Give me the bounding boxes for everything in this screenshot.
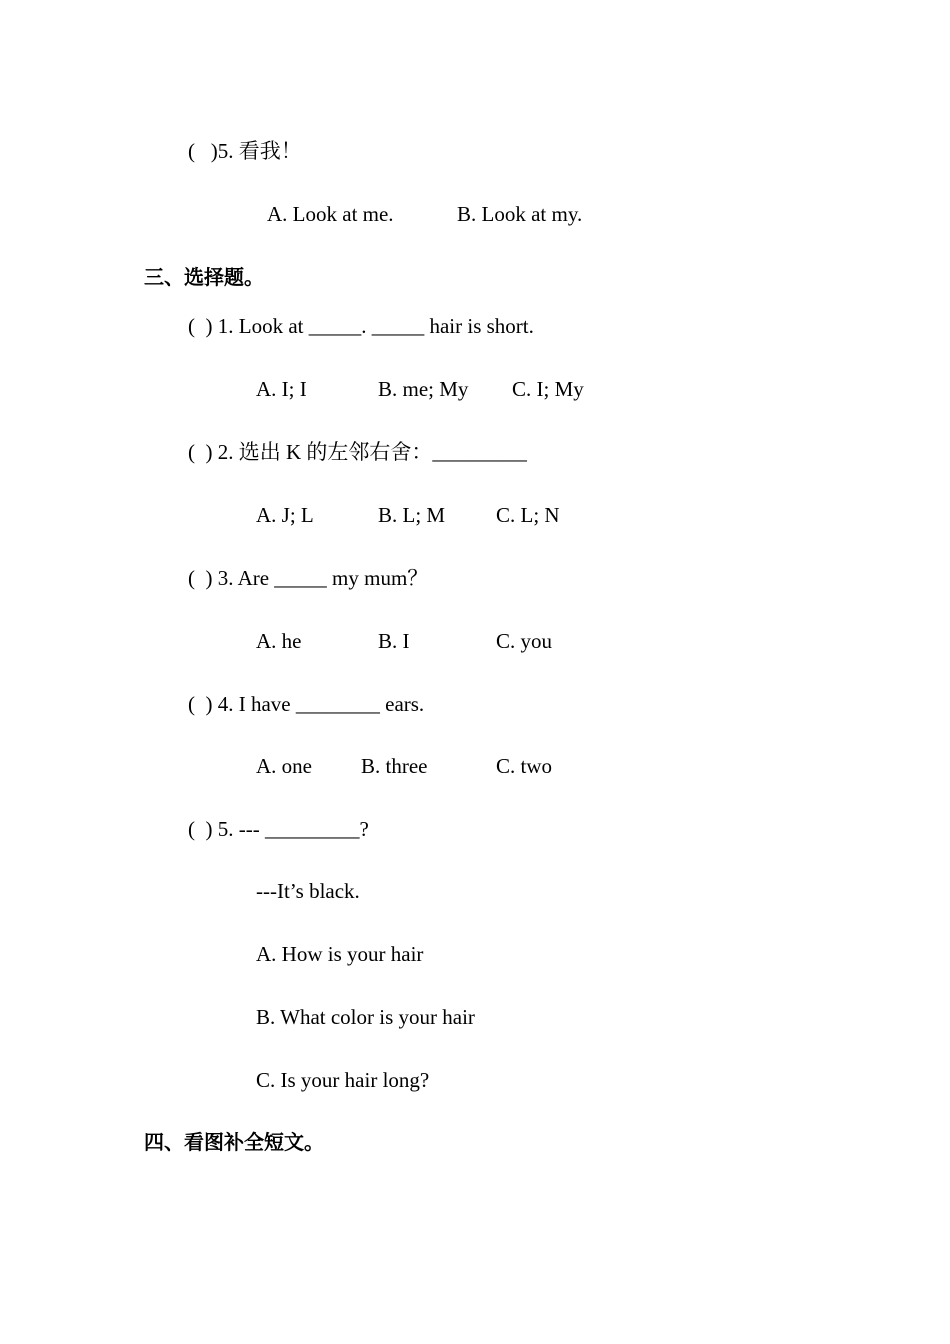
section3-heading: 三、选择题。	[144, 265, 264, 289]
s3-q3-option-b: B. I	[378, 629, 410, 653]
q5-option-b: B. Look at my.	[457, 202, 583, 226]
s3-q3-option-a: A. he	[256, 629, 302, 653]
s3-q5-option-b: B. What color is your hair	[256, 1005, 475, 1029]
s3-q2-option-b: B. L; M	[378, 503, 446, 527]
s3-q2-option-a: A. J; L	[256, 503, 314, 527]
s3-q2-option-c: C. L; N	[496, 503, 560, 527]
s3-q3-option-c: C. you	[496, 629, 553, 653]
s3-q5-answer-line: ---It’s black.	[256, 879, 360, 903]
s3-q4-option-c: C. two	[496, 754, 553, 778]
q5-prompt: ( )5. 看我！	[188, 139, 302, 163]
q5-option-a: A. Look at me.	[267, 202, 394, 226]
s3-q1-option-c: C. I; My	[512, 377, 584, 401]
s3-q4-option-a: A. one	[256, 754, 312, 778]
s3-q5-option-a: A. How is your hair	[256, 942, 424, 966]
s3-q4-option-b: B. three	[361, 754, 428, 778]
s3-q4-prompt: ( ) 4. I have ________ ears.	[188, 692, 425, 716]
s3-q1-option-a: A. I; I	[256, 377, 307, 401]
s3-q5-prompt: ( ) 5. --- _________?	[188, 817, 369, 841]
s3-q5-option-c: C. Is your hair long?	[256, 1068, 430, 1092]
s3-q1-option-b: B. me; My	[378, 377, 469, 401]
section4-heading: 四、看图补全短文。	[144, 1130, 324, 1154]
s3-q1-prompt: ( ) 1. Look at _____. _____ hair is short.	[188, 314, 534, 338]
s3-q2-prompt: ( ) 2. 选出 K 的左邻右舍：_________	[188, 440, 527, 464]
s3-q3-prompt: ( ) 3. Are _____ my mum？	[188, 566, 429, 590]
